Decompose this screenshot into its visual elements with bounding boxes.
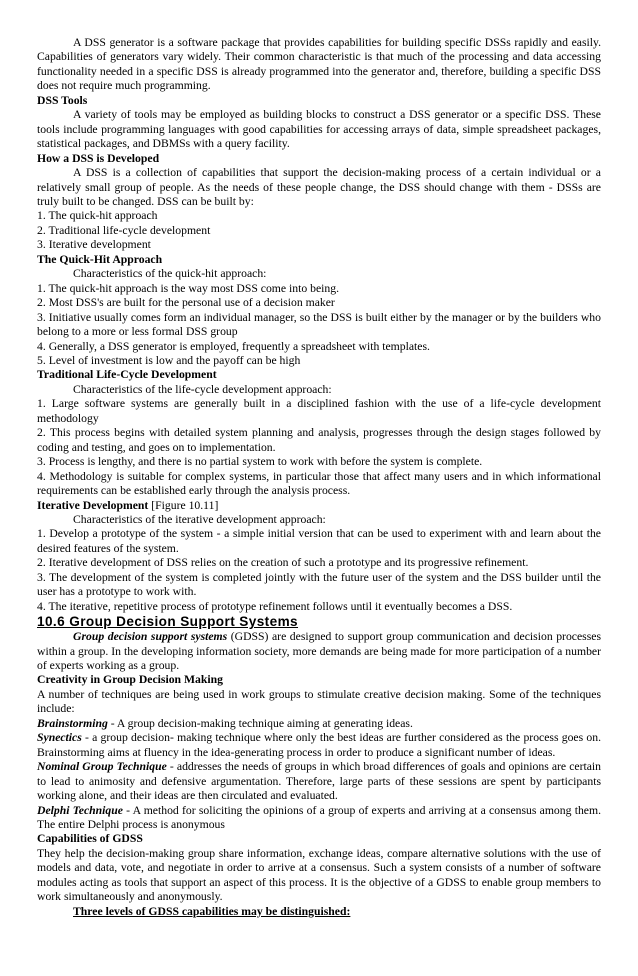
list-item: 4. The iterative, repetitive process of prototype refinement follows until it eventually becomes a DSS.	[37, 599, 513, 613]
heading-iterative-line	[37, 499, 601, 513]
list-item: 1. The quick-hit approach is the way most DSS come into being.	[37, 281, 339, 295]
list-item: 2. Iterative development of DSS relies on the creation of such a prototype and its progressive refinement.	[37, 556, 529, 570]
heading-iterative: Iterative Development	[37, 498, 149, 512]
technique-item	[37, 717, 601, 731]
technique-desc: - A group decision-making technique aiming at generating ideas.	[107, 716, 413, 730]
quick-hit-intro: Characteristics of the quick-hit approach:	[73, 267, 267, 281]
heading-capabilities: Capabilities of GDSS	[37, 832, 143, 846]
gdss-lead-paragraph	[37, 630, 601, 673]
technique-desc: - a group decision- making technique where only the best ideas are further considered as the process goes on. Brainstorming aims at fluency in the idea-generating process in order to produce a significant number of ideas.	[37, 731, 601, 759]
section-title-gdss: 10.6 Group Decision Support Systems	[37, 614, 299, 630]
list-item: 2. Traditional life-cycle development	[37, 223, 211, 237]
list-item: 2. Most DSS's are built for the personal use of a decision maker	[37, 296, 335, 310]
list-item: 5. Level of investment is low and the payoff can be high	[37, 353, 301, 367]
closing-underlined-text: Three levels of GDSS capabilities may be distinguished:	[73, 904, 351, 918]
heading-how-developed: How a DSS is Developed	[37, 151, 160, 165]
how-developed-paragraph: A DSS is a collection of capabilities that support the decision-making process of a certain individual or a relatively small group of people. As the needs of these people change, the DSS should change with them - DSSs are truly built to be changed. DSS can be built by:	[37, 166, 601, 208]
list-item: 1. The quick-hit approach	[37, 209, 158, 223]
heading-lifecycle: Traditional Life-Cycle Development	[37, 368, 217, 382]
gdss-lead-text: (GDSS) are designed to support group communication and decision processes within a group. In the developing information society, more demands are being made for more participation of a number of experts working as a group.	[37, 630, 602, 673]
list-item: 3. The development of the system is completed jointly with the future user of the system and the DSS builder until the user has a prototype to work with.	[37, 570, 601, 599]
list-item: 3. Process is lengthy, and there is no partial system to work with before the system is complete.	[37, 455, 483, 469]
technique-desc: - addresses the needs of groups in which broad differences of goals and opinions are certain to lead to animosity and defensive argumentation. Therefore, large parts of these sessions are spent by participants working alone, and their ideas are then circulated and evaluated.	[37, 760, 602, 803]
closing-line	[37, 905, 601, 919]
technique-item	[37, 760, 601, 803]
heading-quick-hit: The Quick-Hit Approach	[37, 252, 163, 266]
technique-term: Nominal Group Technique	[37, 760, 167, 774]
technique-term: Delphi Technique	[37, 803, 123, 817]
technique-item	[37, 731, 601, 760]
list-item: 3. Iterative development	[37, 238, 151, 252]
heading-dss-tools: DSS Tools	[37, 93, 88, 107]
technique-term: Synectics	[37, 731, 82, 745]
gdss-lead-term: Group decision support systems	[73, 630, 228, 644]
list-item: 1. Large software systems are generally built in a disciplined fashion with the use of a life-cycle development methodology	[37, 397, 601, 425]
creativity-paragraph: A number of techniques are being used in work groups to stimulate creative decision making. Some of the techniques include:	[37, 687, 601, 716]
figure-reference: [Figure 10.11]	[148, 498, 219, 512]
intro-paragraph: A DSS generator is a software package that provides capabilities for building specific DSSs rapidly and easily. Capabilities of generators vary widely. Their common characteristic is that much of the processing and data accessing functionality needed in a specific DSS is already programmed into the generator and, therefore, building a specific DSS does not require much programming.	[37, 36, 601, 93]
technique-item	[37, 804, 601, 833]
list-item: 3. Initiative usually comes form an individual manager, so the DSS is built either by the manager or by the builders who belong to a more or less formal DSS group	[37, 310, 601, 339]
technique-desc: - A method for soliciting the opinions of a group of experts and arriving at a consensus among them. The entire Delphi process is anonymous	[37, 803, 602, 832]
dss-tools-paragraph: A variety of tools may be employed as building blocks to construct a DSS generator or a specific DSS. These tools include programming languages with good capabilities for accessing arrays of data, simple spreadsheet packages, statistical packages, and DBMSs with a query facility.	[37, 108, 601, 151]
technique-term: Brainstorming	[37, 716, 108, 730]
list-item: 4. Generally, a DSS generator is employed, frequently a spreadsheet with templates.	[37, 339, 430, 353]
list-item: 4. Methodology is suitable for complex systems, in particular those that affect many users and in which informational requirements can be established early through the analysis process.	[37, 469, 601, 498]
capabilities-paragraph: They help the decision-making group share information, exchange ideas, compare alternative solutions with the use of models and data, vote, and negotiate in order to arrive at a consensus. Such a system consists of a number of software modules acting as tools that support an aspect of this process. It is the objective of a GDSS to enable group members to work simultaneously and anonymously.	[37, 846, 601, 904]
iterative-intro: Characteristics of the iterative development approach:	[73, 512, 326, 526]
lifecycle-intro: Characteristics of the life-cycle development approach:	[73, 382, 332, 396]
list-item: 1. Develop a prototype of the system - a simple initial version that can be used to experiment with and learn about the desired features of the system.	[37, 527, 601, 555]
list-item: 2. This process begins with detailed system planning and analysis, progresses through the design stages followed by coding and testing, and goes on to implementation.	[37, 426, 601, 454]
heading-creativity: Creativity in Group Decision Making	[37, 673, 223, 687]
